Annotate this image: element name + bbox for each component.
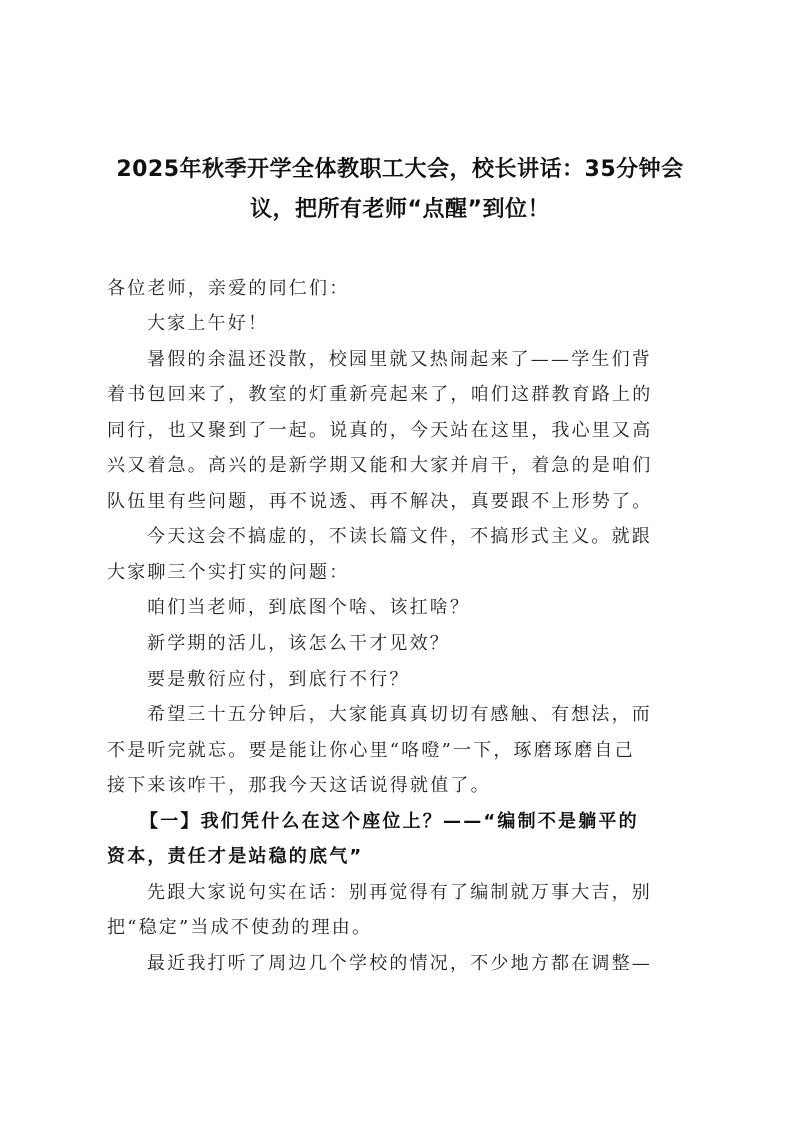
greeting: 大家上午好！	[147, 313, 269, 334]
paragraph-line: 希望三十五分钟后，大家能真真切切有感触、有想法，而	[147, 704, 652, 725]
paragraph-line: 接下来该咋干，那我今天这话说得就值了。	[107, 775, 491, 796]
paragraph-line: 暑假的余温还没散，校园里就又热闹起来了——学生们背	[147, 349, 652, 370]
section-heading: 【一】我们凭什么在这个座位上？——“编制不是躺平的	[140, 811, 639, 832]
paragraph-line: 兴又着急。高兴的是新学期又能和大家并肩干，着急的是咱们	[107, 455, 653, 476]
paragraph-line: 不是听完就忘。要是能让你心里“咯噔”一下，琢磨琢磨自己	[107, 740, 635, 761]
paragraph-line: 先跟大家说句实在话：别再觉得有了编制就万事大吉，别	[147, 882, 652, 903]
question-item: 新学期的活儿，该怎么干才见效？	[147, 633, 450, 654]
paragraph-line: 把“稳定”当成不使劲的理由。	[107, 917, 373, 938]
paragraph-line: 大家聊三个实打实的问题：	[107, 562, 350, 583]
paragraph-line: 同行，也又聚到了一起。说真的，今天站在这里，我心里又高	[107, 420, 653, 441]
paragraph-line: 着书包回来了，教室的灯重新亮起来了，咱们这群教育路上的	[107, 384, 653, 405]
document-title-line-2: 议，把所有老师“点醒”到位！	[250, 197, 550, 222]
document-title-line-1: 2025年秋季开学全体教职工大会，校长讲话：35分钟会	[116, 157, 684, 182]
section-heading: 资本，责任才是站稳的底气”	[107, 846, 364, 867]
paragraph-line: 最近我打听了周边几个学校的情况，不少地方都在调整—	[147, 953, 652, 974]
question-item: 咱们当老师，到底图个啥、该扛啥？	[147, 597, 471, 618]
paragraph-line: 今天这会不搞虚的，不读长篇文件，不搞形式主义。就跟	[147, 526, 652, 547]
salutation: 各位老师，亲爱的同仁们：	[107, 278, 350, 299]
question-item: 要是敷衍应付，到底行不行？	[147, 669, 410, 690]
paragraph-line: 队伍里有些问题，再不说透、再不解决，真要跟不上形势了。	[107, 491, 653, 512]
